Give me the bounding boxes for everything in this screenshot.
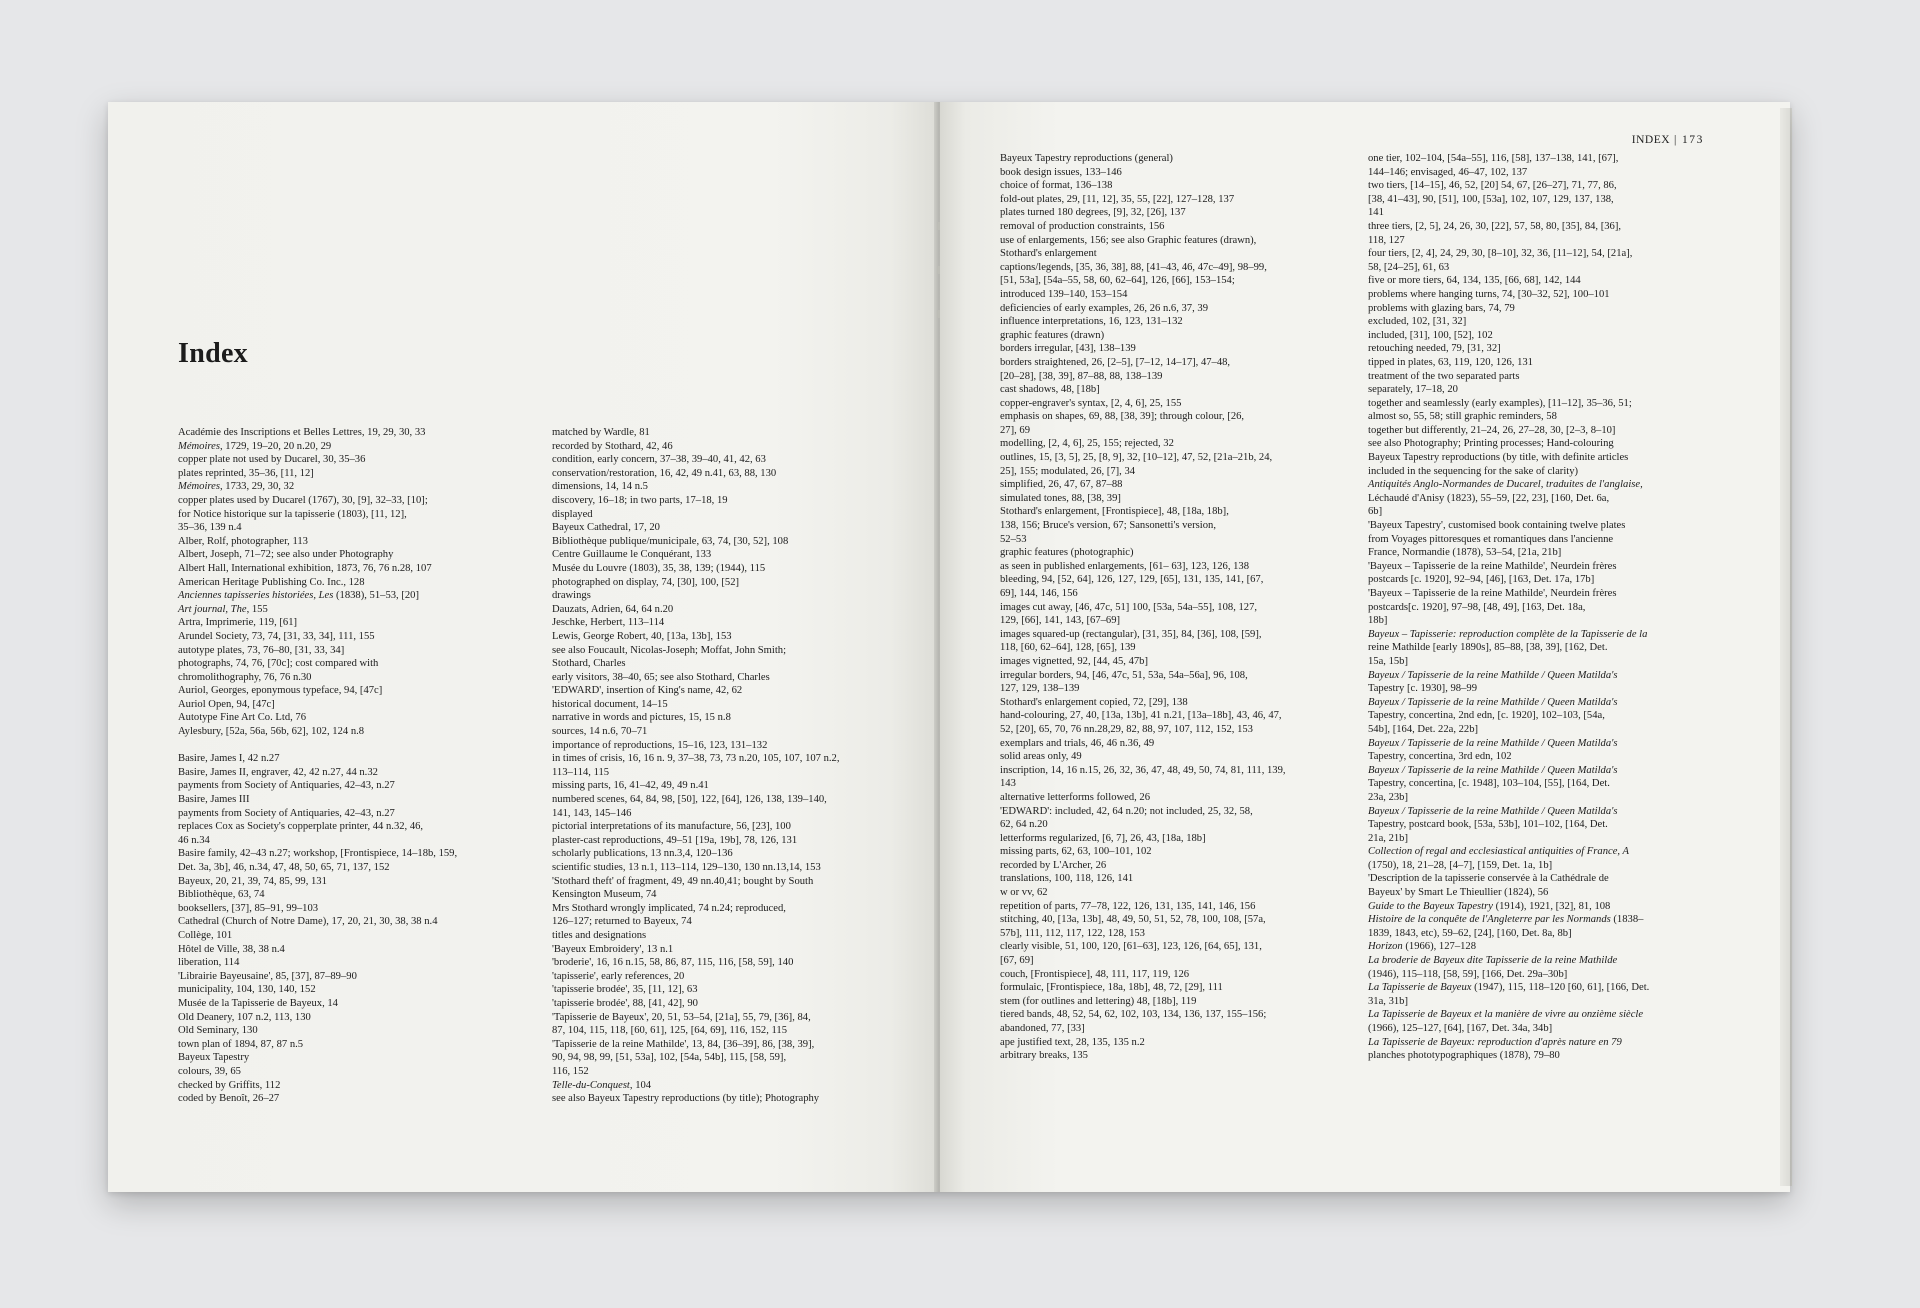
index-entry-title: Histoire de la conquête de l'Angleterre par les Normands (1368, 914, 1611, 926)
index-entry-title: Bayeux / Tapisserie de la reine Mathilde / Queen Matilda's (1368, 764, 1618, 776)
index-entry: translations, 100, 118, 126, 141 (1000, 873, 1134, 885)
index-entry: Stothard, Charles (552, 658, 626, 670)
index-entry: borders irregular, [43], 138–139 (1000, 343, 1136, 355)
index-entry: 6b] (1368, 506, 1383, 518)
index-entry: recorded by Stothard, 42, 46 (552, 440, 673, 452)
index-entry: 113–114, 115 (552, 766, 610, 778)
index-entry: Hôtel de Ville, 38, 38 n.4 (178, 943, 285, 955)
index-entry: Kensington Museum, 74 (552, 889, 657, 901)
index-entry: matched by Wardle, 81 (552, 427, 650, 438)
index-entry-title: La Tapisserie de Bayeux: reproduction d'après nature en 79 (1368, 1036, 1622, 1048)
index-entry: autotype plates, 73, 76–80, [31, 33, 34] (178, 644, 345, 656)
index-entry: 21a, 21b] (1368, 832, 1409, 844)
index-entry: Musée de la Tapisserie de Bayeux, 14 (178, 997, 338, 1009)
index-entry (1368, 764, 1738, 778)
index-entry: chromolithography, 76, 76 n.30 (178, 671, 312, 683)
index-entry: 'Bayeux Embroidery', 13 n.1 (552, 943, 674, 955)
index-entry (1368, 805, 1738, 819)
index-entry: influence interpretations, 16, 123, 131–132 (1000, 316, 1183, 328)
index-entry: 1839, 1843, etc), 59–62, [24], [160, Det. 8a, 8b] (1368, 927, 1572, 939)
index-entry: dimensions, 14, 14 n.5 (552, 481, 648, 493)
index-entry: scholarly publications, 13 nn.3,4, 120–136 (552, 848, 733, 860)
index-entry: Alber, Rolf, photographer, 113 (178, 535, 308, 547)
index-entry: 143 (1000, 778, 1016, 790)
index-entry (1368, 696, 1738, 710)
index-entry: Basire family, 42–43 n.27; workshop, [Frontispiece, 14–18b, 159, (178, 848, 458, 860)
index-entry: (1946), 115–118, [58, 59], [166, Det. 29a–30b] (1368, 968, 1568, 980)
index-entry: five or more tiers, 64, 134, 135, [66, 68], 142, 144 (1368, 275, 1581, 287)
index-entry: postcards[c. 1920], 97–98, [48, 49], [163, Det. 18a, (1368, 601, 1586, 613)
index-entry: early visitors, 38–40, 65; see also Stothard, Charles (552, 671, 770, 683)
index-entry: photographs, 74, 76, [70c]; cost compared with (178, 658, 379, 670)
index-entry: Aylesbury, [52a, 56a, 56b, 62], 102, 124 n.8 (178, 726, 365, 738)
index-entry (1368, 669, 1738, 683)
index-entry: Artra, Imprimerie, 119, [61] (178, 617, 298, 629)
index-entry: Bayeux' by Smart Le Thieullier (1824), 56 (1368, 887, 1549, 899)
index-entry: tiered bands, 48, 52, 54, 62, 102, 103, 134, 136, 137, 155–156; (1000, 1009, 1267, 1021)
index-entry: removal of production constraints, 156 (1000, 220, 1165, 232)
index-entry: Bayeux Tapestry reproductions (general) (1000, 153, 1173, 164)
index-entry: abandoned, 77, [33] (1000, 1023, 1085, 1034)
index-entry-title: Mémoires (178, 440, 220, 452)
index-entry: 57b], 111, 112, 117, 122, 128, 153 (1000, 927, 1145, 939)
index-entry: 69], 144, 146, 156 (1000, 588, 1078, 599)
page-number: 173 (1681, 134, 1704, 146)
index-entry-title: Telle-du-Conquest (552, 1079, 630, 1091)
index-entry: 127, 129, 138–139 (1000, 683, 1080, 695)
index-entry: hand-colouring, 27, 40, [13a, 13b], 41 n.21, [13a–18b], 43, 46, 47, (1000, 710, 1282, 722)
index-entry-title: Bayeux / Tapisserie de la reine Mathilde / Queen Matilda's (1368, 737, 1618, 749)
index-entry: planches phototypographiques (1878), 79–80 (1368, 1050, 1560, 1062)
index-entry: couch, [Frontispiece], 48, 111, 117, 119, 126 (1000, 968, 1190, 980)
index-entry: alternative letterforms followed, 26 (1000, 791, 1151, 803)
index-entry: Old Deanery, 107 n.2, 113, 130 (178, 1011, 311, 1023)
index-entry: simplified, 26, 47, 67, 87–88 (1000, 479, 1123, 491)
index-entry: 144–146; envisaged, 46–47, 102, 137 (1368, 166, 1528, 178)
index-entry: exemplars and trials, 46, 46 n.36, 49 (1000, 737, 1155, 749)
running-head (1632, 134, 1704, 146)
index-entry: outlines, 15, [3, 5], 25, [8, 9], 32, [10–12], 47, 52, [21a–21b, 24, (1000, 452, 1273, 464)
right-page (940, 102, 1790, 1192)
index-entry: two tiers, [14–15], 46, 52, [20] 54, 67, [26–27], 71, 77, 86, (1368, 180, 1617, 192)
index-entry: separately, 17–18, 20 (1368, 384, 1458, 396)
index-entry: 15a, 15b] (1368, 655, 1409, 667)
index-entry: plates reprinted, 35–36, [11, 12] (178, 467, 314, 479)
index-entry: 23a, 23b] (1368, 791, 1409, 803)
index-entry: use of enlargements, 156; see also Graphic features (drawn), (1000, 234, 1257, 246)
page-edges (1780, 108, 1792, 1186)
index-entry: Albert, Joseph, 71–72; see also under Photography (178, 549, 394, 561)
index-entry: [38, 41–43], 90, [51], 100, [53a], 102, 107, 129, 137, 138, (1368, 193, 1614, 205)
index-entry: missing parts, 16, 41–42, 49, 49 n.41 (552, 780, 709, 792)
index-entry: four tiers, [2, 4], 24, 29, 30, [8–10], 32, 36, [11–12], 54, [21a], (1368, 248, 1633, 260)
index-entry-title: Bayeux – Tapisserie: reproduction complète de la Tapisserie de la (1368, 628, 1648, 640)
index-entry: arbitrary breaks, 135 (1000, 1050, 1088, 1062)
index-entry: titles and designations (552, 929, 647, 941)
book-spread (108, 102, 1790, 1192)
index-entry: 'broderie', 16, 16 n.15, 58, 86, 87, 115, 116, [58, 59], 140 (552, 957, 794, 969)
index-entry: see also Foucault, Nicolas-Joseph; Moffat, John Smith; (552, 644, 787, 656)
index-entry: 141 (1368, 207, 1384, 219)
index-entry-title: Mémoires (178, 481, 220, 493)
index-entry: problems with glazing bars, 74, 79 (1368, 302, 1515, 314)
index-entry: Horizon (1966), 127–128 (1368, 941, 1477, 953)
index-entry: numbered scenes, 64, 84, 98, [50], 122, [64], 126, 138, 139–140, (552, 794, 827, 806)
index-entry: letterforms regularized, [6, 7], 26, 43, [18a, 18b] (1000, 832, 1206, 844)
index-entry: replaces Cox as Society's copperplate printer, 44 n.32, 46, (178, 821, 424, 833)
index-entry (1368, 1008, 1738, 1022)
running-head-separator: | (1674, 134, 1678, 146)
index-entry: 27], 69 (1000, 424, 1031, 436)
index-entry: modelling, [2, 4, 6], 25, 155; rejected, 32 (1000, 438, 1174, 450)
index-entry: Académie des Inscriptions et Belles Lettres, 19, 29, 30, 33 (178, 427, 426, 438)
index-entry: Old Seminary, 130 (178, 1025, 258, 1037)
index-entry: 87, 104, 115, 118, [60, 61], 125, [64, 69], 116, 152, 115 (552, 1025, 788, 1037)
index-entry: Léchaudé d'Anisy (1823), 55–59, [22, 23], [160, Det. 6a, (1368, 492, 1610, 504)
index-entry: Stothard's enlargement (1000, 248, 1097, 260)
index-entry: stem (for outlines and lettering) 48, [18b], 119 (1000, 995, 1197, 1007)
index-entry: fold-out plates, 29, [11, 12], 35, 55, [22], 127–128, 137 (1000, 193, 1235, 205)
index-entry: 52, [20], 65, 70, 76 nn.28,29, 82, 88, 97, 107, 112, 152, 153 (1000, 723, 1253, 735)
index-entry: 62, 64 n.20 (1000, 819, 1048, 831)
index-entry: 'Bayeux – Tapisserie de la reine Mathilde', Neurdein frères (1368, 560, 1617, 572)
index-entry: 118, 127 (1368, 234, 1405, 246)
index-entry-title: Collection of regal and ecclesiastical antiquities of France, A (1368, 846, 1629, 858)
index-entry: colours, 39, 65 (178, 1065, 241, 1077)
index-entry: town plan of 1894, 87, 87 n.5 (178, 1038, 304, 1050)
index-entry: Albert Hall, International exhibition, 1873, 76, 76 n.28, 107 (178, 562, 432, 574)
index-entry: Arundel Society, 73, 74, [31, 33, 34], 111, 155 (178, 630, 375, 642)
index-entry: 'tapisserie', early references, 20 (552, 970, 685, 982)
index-entry: France, Normandie (1878), 53–54, [21a, 21b] (1368, 547, 1562, 559)
index-entry: graphic features (drawn) (1000, 329, 1105, 341)
index-entry: tipped in plates, 63, 119, 120, 126, 131 (1368, 356, 1533, 368)
index-entry: problems where hanging turns, 74, [30–32, 52], 100–101 (1368, 288, 1610, 300)
index-entry-title: Art journal, The (178, 603, 247, 615)
index-entry: images cut away, [46, 47c, 51] 100, [53a, 54a–55], 108, 127, (1000, 601, 1258, 613)
index-entry (1368, 478, 1738, 492)
index-entry: plaster-cast reproductions, 49–51 [19a, 19b], 78, 126, 131 (552, 834, 798, 846)
index-entry-title: La Tapisserie de Bayeux et la manière de vivre au onzième siècle (1368, 1009, 1644, 1021)
index-entry: excluded, 102, [31, 32] (1368, 316, 1467, 328)
index-entry: 25], 155; modulated, 26, [7], 34 (1000, 465, 1136, 477)
index-entry: photographed on display, 74, [30], 100, [52] (552, 576, 740, 588)
index-entry: copper plate not used by Ducarel, 30, 35–36 (178, 454, 366, 466)
index-entry: repetition of parts, 77–78, 122, 126, 131, 135, 141, 146, 156 (1000, 900, 1256, 912)
index-entry: discovery, 16–18; in two parts, 17–18, 19 (552, 494, 728, 506)
index-entry: treatment of the two separated parts (1368, 370, 1520, 382)
index-entry-title: Bayeux / Tapisserie de la reine Mathilde / Queen Matilda's (1368, 669, 1618, 681)
index-entry: Tapestry, postcard book, [53a, 53b], 101–102, [164, Det. (1368, 819, 1608, 831)
index-entry: Dauzats, Adrien, 64, 64 n.20 (552, 603, 674, 615)
index-entry: 54b], [164, Det. 22a, 22b] (1368, 723, 1479, 735)
index-entry: Mémoires, 1729, 19–20, 20 n.20, 29 (178, 440, 332, 452)
index-entry: Det. 3a, 3b], 46, n.34, 47, 48, 50, 65, 71, 137, 152 (178, 862, 390, 873)
index-entry: Stothard's enlargement, [Frontispiece], 48, [18a, 18b], (1000, 506, 1229, 518)
running-head-label: INDEX (1631, 134, 1671, 146)
index-entry: sources, 14 n.6, 70–71 (552, 726, 648, 738)
index-entry: postcards [c. 1920], 92–94, [46], [163, Det. 17a, 17b] (1368, 574, 1595, 586)
index-entry: reine Mathilde [early 1890s], 85–88, [38, 39], [162, Det. (1368, 642, 1608, 654)
index-entry: [67, 69] (1000, 955, 1034, 967)
index-entry: missing parts, 62, 63, 100–101, 102 (1000, 846, 1152, 858)
index-entry (1368, 628, 1738, 642)
index-entry: retouching needed, 79, [31, 32] (1368, 343, 1501, 355)
index-entry: 138, 156; Bruce's version, 67; Sansonetti's version, (1000, 520, 1216, 532)
index-entry: liberation, 114 (178, 957, 240, 969)
index-entry: scientific studies, 13 n.1, 113–114, 129–130, 130 nn.13,14, 153 (552, 862, 821, 873)
index-entry: included, [31], 100, [52], 102 (1368, 329, 1493, 341)
index-entry: conservation/restoration, 16, 42, 49 n.41, 63, 88, 130 (552, 467, 777, 479)
index-entry: graphic features (photographic) (1000, 547, 1134, 559)
index-entry: book design issues, 133–146 (1000, 166, 1122, 178)
index-entry-title: La broderie de Bayeux dite Tapisserie de la reine Mathilde (1368, 955, 1618, 967)
index-entry: cast shadows, 48, [18b] (1000, 384, 1100, 396)
index-entry: Histoire de la conquête de l'Angleterre par les Normands (1838– (1368, 914, 1644, 926)
index-entry: 'tapisserie brodée', 88, [41, 42], 90 (552, 997, 698, 1009)
index-entry-title: La Tapisserie de Bayeux (1368, 982, 1472, 994)
index-entry: condition, early concern, 37–38, 39–40, 41, 42, 63 (552, 454, 766, 466)
index-entry: 18b] (1368, 615, 1388, 627)
index-entry: checked by Griffits, 112 (178, 1079, 281, 1091)
index-entry: Bayeux Tapestry (178, 1052, 250, 1064)
index-entry: Telle-du-Conquest, 104 (552, 1079, 652, 1091)
index-entry: Basire, James I, 42 n.27 (178, 753, 280, 765)
index-entry: importance of reproductions, 15–16, 123, 131–132 (552, 739, 768, 751)
index-entry: drawings (552, 590, 591, 602)
index-entry: clearly visible, 51, 100, 120, [61–63], 123, 126, [64, 65], 131, (1000, 941, 1262, 953)
index-entry: simulated tones, 88, [38, 39] (1000, 492, 1121, 504)
index-entry: 'Bayeux Tapestry', customised book containing twelve plates (1368, 520, 1626, 532)
index-entry: pictorial interpretations of its manufacture, 56, [23], 100 (552, 821, 791, 833)
index-entry: 31a, 31b] (1368, 995, 1409, 1007)
index-entry: Tapestry, concertina, 3rd edn, 102 (1368, 751, 1512, 763)
index-entry: 141, 143, 145–146 (552, 807, 632, 819)
index-entry: see also Bayeux Tapestry reproductions (by title); Photography (552, 1093, 820, 1105)
index-entry: 116, 152 (552, 1065, 589, 1077)
index-entry: together and seamlessly (early examples), [11–12], 35–36, 51; (1368, 397, 1632, 409)
index-entry: introduced 139–140, 153–154 (1000, 288, 1128, 300)
index-entry: in times of crisis, 16, 16 n. 9, 37–38, 73, 73 n.20, 105, 107, 107 n.2, (552, 753, 840, 765)
index-column-4 (1368, 152, 1738, 1063)
index-entry: (1966), 125–127, [64], [167, Det. 34a, 34b] (1368, 1023, 1553, 1034)
index-entry: for Notice historique sur la tapisserie (1803), [11, 12], (178, 508, 407, 520)
index-entry: 'Librairie Bayeusaine', 85, [37], 87–89–90 (178, 970, 357, 982)
index-entry: Art journal, The, 155 (178, 603, 268, 615)
index-entry: 'EDWARD', insertion of King's name, 42, 62 (552, 685, 743, 697)
entry-gap (178, 739, 508, 753)
index-entry: Guide to the Bayeux Tapestry (1914), 1921, [32], 81, 108 (1368, 900, 1611, 912)
index-entry: w or vv, 62 (1000, 887, 1048, 899)
index-entry: 90, 94, 98, 99, [51, 53a], 102, [54a, 54b], 115, [58, 59], (552, 1052, 787, 1064)
index-entry-title: Bayeux / Tapisserie de la reine Mathilde / Queen Matilda's (1368, 696, 1618, 708)
index-entry: booksellers, [37], 85–91, 99–103 (178, 902, 319, 914)
index-entry (1368, 1036, 1738, 1050)
index-entry: borders straightened, 26, [2–5], [7–12, 14–17], 47–48, (1000, 356, 1231, 368)
index-entry: Tapestry [c. 1930], 98–99 (1368, 683, 1477, 695)
index-entry: solid areas only, 49 (1000, 751, 1082, 763)
index-entry-title: Antiquités Anglo-Normandes de Ducarel, traduites de l'anglaise, (1368, 479, 1643, 491)
index-entry: displayed (552, 508, 593, 520)
index-entry: 52–53 (1000, 533, 1027, 545)
index-entry: historical document, 14–15 (552, 698, 668, 710)
index-entry: Collège, 101 (178, 929, 233, 941)
index-entry (1368, 845, 1738, 859)
index-entry: 'tapisserie brodée', 35, [11, 12], 63 (552, 984, 698, 996)
index-entry: Lewis, George Robert, 40, [13a, 13b], 153 (552, 630, 732, 642)
index-entry: 118, [60, 62–64], 128, [65], 139 (1000, 642, 1136, 654)
index-entry: Auriol, Georges, eponymous typeface, 94, [47c] (178, 685, 383, 697)
index-entry: irregular borders, 94, [46, 47c, 51, 53a, 54a–56a], 96, 108, (1000, 669, 1248, 681)
index-entry: copper-engraver's syntax, [2, 4, 6], 25, 155 (1000, 397, 1182, 409)
index-entry: Basire, James II, engraver, 42, 42 n.27, 44 n.32 (178, 766, 378, 778)
index-entry: deficiencies of early examples, 26, 26 n.6, 37, 39 (1000, 302, 1208, 314)
index-entry: Centre Guillaume le Conquérant, 133 (552, 549, 712, 561)
index-entry (1368, 954, 1738, 968)
index-entry: 129, [66], 141, 143, [67–69] (1000, 615, 1121, 627)
index-entry: Auriol Open, 94, [47c] (178, 698, 275, 710)
index-entry: narrative in words and pictures, 15, 15 n.8 (552, 712, 731, 724)
index-entry: three tiers, [2, 5], 24, 26, 30, [22], 57, 58, 80, [35], 84, [36], (1368, 220, 1622, 232)
index-entry: 'EDWARD': included, 42, 64 n.20; not included, 25, 32, 58, (1000, 805, 1253, 817)
index-entry: together but differently, 21–24, 26, 27–28, 30, [2–3, 8–10] (1368, 424, 1616, 436)
index-entry: (1750), 18, 21–28, [4–7], [159, Det. 1a, 1b] (1368, 859, 1553, 871)
index-entry: inscription, 14, 16 n.15, 26, 32, 36, 47, 48, 49, 50, 74, 81, 111, 139, (1000, 764, 1286, 776)
index-entry: Mémoires, 1733, 29, 30, 32 (178, 481, 295, 493)
index-entry: Mrs Stothard wrongly implicated, 74 n.24; reproduced, (552, 902, 786, 914)
index-entry: municipality, 104, 130, 140, 152 (178, 984, 316, 996)
index-entry: 58, [24–25], 61, 63 (1368, 261, 1450, 273)
index-entry: 'Description de la tapisserie conservée à la Cathédrale de (1368, 873, 1609, 885)
index-entry: one tier, 102–104, [54a–55], 116, [58], 137–138, 141, [67], (1368, 153, 1619, 164)
index-entry: 126–127; returned to Bayeux, 74 (552, 916, 692, 928)
index-entry: recorded by L'Archer, 26 (1000, 859, 1107, 871)
index-entry: Jeschke, Herbert, 113–114 (552, 617, 665, 629)
page-title: Index (178, 338, 248, 369)
index-entry: as seen in published enlargements, [61– 63], 123, 126, 138 (1000, 560, 1250, 572)
index-entry-title: Horizon (1368, 941, 1403, 953)
index-entry: almost so, 55, 58; still graphic reminders, 58 (1368, 411, 1557, 423)
index-entry: Basire, James III (178, 794, 250, 806)
index-entry: coded by Benoît, 26–27 (178, 1093, 280, 1105)
index-entry: plates turned 180 degrees, [9], 32, [26], 137 (1000, 207, 1186, 219)
index-entry: La Tapisserie de Bayeux (1947), 115, 118–120 [60, 61], [166, Det. (1368, 982, 1650, 994)
index-entry: [51, 53a], [54a–55, 58, 60, 62–64], 126, [66], 153–154; (1000, 275, 1235, 287)
index-entry-title: Anciennes tapisseries historiées, Les (178, 590, 334, 602)
index-entry: Bayeux Tapestry reproductions (by title, with definite articles (1368, 452, 1629, 464)
index-entry (1368, 737, 1738, 751)
index-column-3 (1000, 152, 1370, 1063)
index-entry: Bayeux, 20, 21, 39, 74, 85, 99, 131 (178, 875, 327, 887)
index-entry: Autotype Fine Art Co. Ltd, 76 (178, 712, 307, 724)
index-entry-title: Guide to the Bayeux Tapestry (1368, 900, 1493, 912)
index-entry: Tapestry, concertina, 2nd edn, [c. 1920], 102–103, [54a, (1368, 710, 1605, 722)
index-entry: Bibliothèque, 63, 74 (178, 889, 265, 901)
index-entry: included in the sequencing for the sake of clarity) (1368, 465, 1579, 477)
index-entry: see also Photography; Printing processes; Hand-colouring (1368, 438, 1614, 450)
index-entry: stitching, 40, [13a, 13b], 48, 49, 50, 51, 52, 78, 100, 108, [57a, (1000, 914, 1266, 926)
index-entry: payments from Society of Antiquaries, 42–43, n.27 (178, 807, 395, 819)
index-entry: [20–28], [38, 39], 87–88, 88, 138–139 (1000, 370, 1163, 382)
left-page (108, 102, 940, 1192)
index-column-2 (552, 426, 902, 1106)
index-entry: Anciennes tapisseries historiées, Les (1838), 51–53, [20] (178, 590, 419, 602)
index-column-1 (178, 426, 508, 1106)
index-entry: 'Bayeux – Tapisserie de la reine Mathilde', Neurdein frères (1368, 588, 1617, 599)
index-entry: Musée du Louvre (1803), 35, 38, 139; (1944), 115 (552, 562, 766, 574)
index-entry: 35–36, 139 n.4 (178, 522, 242, 534)
index-entry: Tapestry, concertina, [c. 1948], 103–104, [55], [164, Det. (1368, 778, 1610, 790)
index-entry: 'Tapisserie de la reine Mathilde', 13, 84, [36–39], 86, [38, 39], (552, 1038, 815, 1050)
index-entry-title: Bayeux / Tapisserie de la reine Mathilde / Queen Matilda's (1368, 805, 1618, 817)
index-entry: images vignetted, 92, [44, 45, 47b] (1000, 655, 1148, 667)
index-entry: Cathedral (Church of Notre Dame), 17, 20, 21, 30, 38, 38 n.4 (178, 916, 438, 928)
index-entry: choice of format, 136–138 (1000, 180, 1113, 192)
index-entry: captions/legends, [35, 36, 38], 88, [41–43, 46, 47c–49], 98–99, (1000, 261, 1267, 273)
index-entry: payments from Society of Antiquaries, 42–43, n.27 (178, 780, 395, 792)
index-entry: ape justified text, 28, 135, 135 n.2 (1000, 1036, 1145, 1048)
index-entry: copper plates used by Ducarel (1767), 30, [9], 32–33, [10]; (178, 494, 428, 506)
index-entry: bleeding, 94, [52, 64], 126, 127, 129, [65], 131, 135, 141, [67, (1000, 574, 1264, 586)
index-entry: formulaic, [Frontispiece, 18a, 18b], 48, 72, [29], 111 (1000, 982, 1223, 994)
index-entry: 'Stothard theft' of fragment, 49, 49 nn.40,41; bought by South (552, 875, 814, 887)
index-entry: 46 n.34 (178, 834, 210, 846)
index-entry: 'Tapisserie de Bayeux', 20, 51, 53–54, [21a], 55, 79, [36], 84, (552, 1011, 811, 1023)
index-entry: American Heritage Publishing Co. Inc., 128 (178, 576, 365, 588)
index-entry: emphasis on shapes, 69, 88, [38, 39]; through colour, [26, (1000, 411, 1245, 423)
index-entry: images squared-up (rectangular), [31, 35], 84, [36], 108, [59], (1000, 628, 1262, 640)
index-entry: Bibliothèque publique/municipale, 63, 74, [30, 52], 108 (552, 535, 789, 547)
index-entry: from Voyages pittoresques et romantiques dans l'ancienne (1368, 533, 1614, 545)
index-entry: Stothard's enlargement copied, 72, [29], 138 (1000, 696, 1188, 708)
index-entry: Bayeux Cathedral, 17, 20 (552, 522, 660, 534)
